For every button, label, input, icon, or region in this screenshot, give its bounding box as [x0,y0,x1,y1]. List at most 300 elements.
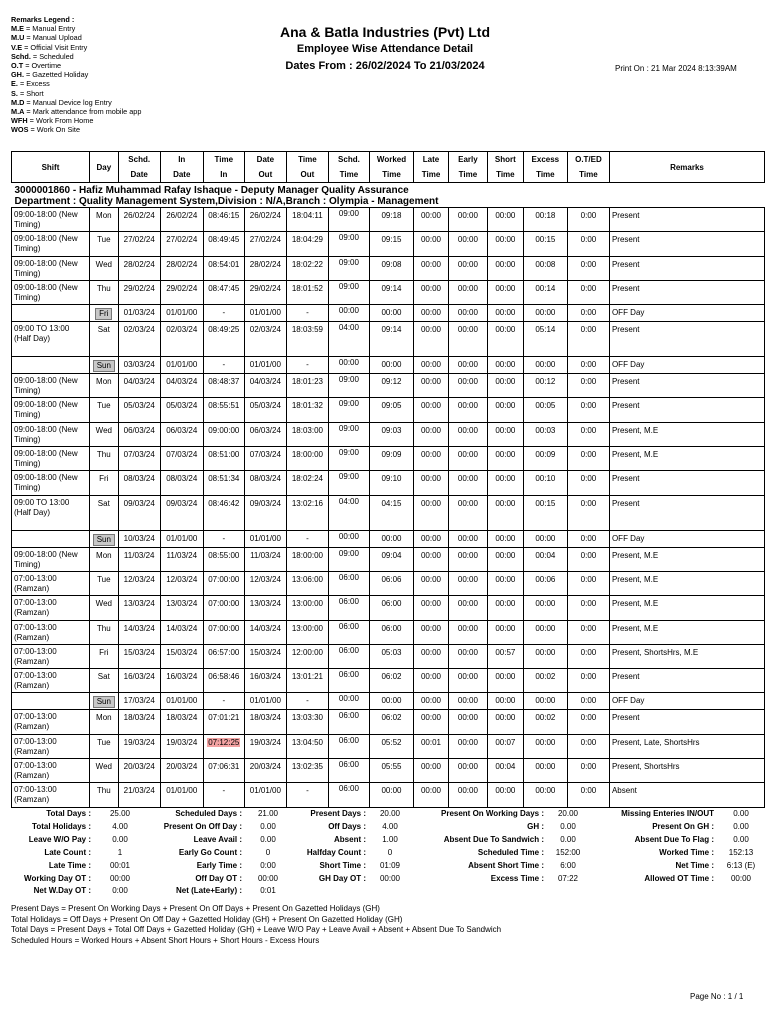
cell-late: 00:00 [414,571,449,595]
legend-key: O.T [11,61,24,71]
cell-schd-date: 01/03/24 [118,305,160,322]
cell-worked: 09:14 [369,280,413,304]
summary-label: Off Day OT : [195,873,242,883]
cell-shift: 09:00-18:00 (New Timing) [12,280,90,304]
day-label: Wed [95,762,112,772]
cell-worked: 06:00 [369,596,413,620]
summary-value: 0.00 [560,821,576,831]
cell-late: 00:00 [414,447,449,471]
cell-shift: 09:00-18:00 (New Timing) [12,398,90,422]
cell-early: 00:00 [448,734,487,758]
column-header-line2: Out [258,170,273,179]
column-header-line1: Shift [41,162,60,172]
legend-item [11,89,141,98]
cell-late: 00:00 [414,280,449,304]
cell-worked: 00:00 [369,783,413,807]
cell-day [89,471,118,495]
cell-worked: 09:10 [369,471,413,495]
summary-label: Present On Off Day : [163,821,242,831]
cell-excess: 00:09 [523,447,567,471]
cell-shift [12,305,90,322]
summary-label: Total Holidays : [32,821,91,831]
cell-schd-time: 06:00 [328,620,369,644]
cell-schd-date: 13/03/24 [118,596,160,620]
summary-label: GH Day OT : [318,873,366,883]
cell-date-out: 09/03/24 [244,495,286,530]
day-label: Thu [96,623,111,633]
cell-day [89,305,118,322]
summary-item [416,874,590,883]
cell-shift: 07:00-13:00 (Ramzan) [12,644,90,668]
legend-key: E. [11,79,18,89]
column-header-line1: Early [458,155,478,164]
cell-schd-time: 09:00 [328,447,369,471]
cell-date-out: 05/03/24 [244,398,286,422]
table-row [12,322,765,357]
cell-late: 00:00 [414,530,449,547]
cell-date-out: 01/01/00 [244,693,286,710]
cell-remarks: Present, M.E [609,447,764,471]
summary-label: Net Time : [675,860,714,870]
legend-desc: = Work From Home [29,116,94,126]
table-row [12,734,765,758]
cell-remarks: Present [609,669,764,693]
summary-item [600,848,764,857]
cell-early: 00:00 [448,710,487,734]
cell-in-date: 11/03/24 [160,547,203,571]
cell-schd-time: 00:00 [328,357,369,374]
cell-early: 00:00 [448,571,487,595]
summary-value: 6:00 [560,860,576,870]
cell-in-date: 01/01/00 [160,530,203,547]
cell-time-in: 08:49:45 [203,232,244,256]
cell-remarks: Present, M.E [609,547,764,571]
cell-early: 00:00 [448,669,487,693]
table-row [12,759,765,783]
cell-day [89,232,118,256]
summary-value: 20.00 [379,809,401,818]
legend-desc: = Excess [19,79,50,89]
summary-item [148,848,292,857]
cell-schd-date: 07/03/24 [118,447,160,471]
cell-day [89,422,118,446]
cell-early: 00:00 [448,398,487,422]
legend-key: M.U [11,33,25,43]
column-header-line2: Time [458,170,478,179]
cell-excess: 00:04 [523,547,567,571]
cell-day [89,571,118,595]
legend-key: GH. [11,70,24,80]
table-row [12,620,765,644]
legend-key: WOS [11,125,29,135]
legend-key: M.E [11,24,24,34]
cell-early: 00:00 [448,547,487,571]
legend-key: WFH [11,116,28,126]
cell-worked: 09:09 [369,447,413,471]
cell-day [89,734,118,758]
cell-shift: 07:00-13:00 (Ramzan) [12,783,90,807]
summary-label: Absent Due To Sandwich : [443,834,544,844]
cell-remarks: OFF Day [609,357,764,374]
summary-value: 00:01 [109,860,131,870]
cell-late: 00:00 [414,693,449,710]
cell-early: 00:00 [448,693,487,710]
summary-label: Absent Due To Flag : [634,834,714,844]
cell-short: 00:00 [487,571,523,595]
summary-label: Absent Short Time : [468,860,544,870]
cell-date-out: 20/03/24 [244,759,286,783]
cell-worked: 09:15 [369,232,413,256]
cell-schd-date: 16/03/24 [118,669,160,693]
cell-time-out: - [286,530,328,547]
cell-worked: 09:18 [369,208,413,232]
summary-value: 00:00 [109,873,131,883]
summary-item [600,835,764,844]
cell-short: 00:00 [487,280,523,304]
cell-in-date: 19/03/24 [160,734,203,758]
summary-value: 00:00 [257,873,279,883]
legend-item [11,116,141,125]
summary-value: 0.00 [560,834,576,844]
table-row [12,530,765,547]
cell-in-date: 15/03/24 [160,644,203,668]
cell-in-date: 29/02/24 [160,280,203,304]
summary-label: Total Days : [46,809,91,818]
cell-day [89,280,118,304]
summary-label: Late Time : [48,860,91,870]
cell-time-in: 09:00:00 [203,422,244,446]
summary-item [148,874,292,883]
cell-short: 00:00 [487,669,523,693]
cell-ot: 0:00 [567,398,609,422]
summary-value: 4.00 [382,821,398,831]
column-header-line2: Time [536,170,555,179]
cell-day [89,783,118,807]
note-line: Present Days = Present On Working Days + Present On Off Days + Present On Gazetted Holidays (GH) [11,904,380,913]
column-header [118,152,160,183]
cell-time-out: 18:04:11 [286,208,328,232]
cell-time-out: 18:01:23 [286,374,328,398]
cell-day [89,208,118,232]
column-header [244,152,286,183]
summary-label: Working Day OT : [24,873,91,883]
column-header-line1: O.T/ED [575,155,602,164]
column-header-line1: Time [298,155,317,164]
cell-time-out: 13:04:50 [286,734,328,758]
cell-early: 00:00 [448,256,487,280]
cell-date-out: 02/03/24 [244,322,286,357]
cell-date-out: 12/03/24 [244,571,286,595]
summary-value: 152:13 [728,847,754,857]
column-header [487,152,523,183]
cell-time-in: - [203,357,244,374]
cell-remarks: Present [609,208,764,232]
summary-value: 152:00 [555,847,581,857]
cell-worked: 09:04 [369,547,413,571]
column-header-line1: In [178,155,186,164]
summary-value: 25.00 [109,809,131,818]
cell-in-date: 20/03/24 [160,759,203,783]
cell-time-out: - [286,693,328,710]
cell-excess: 00:10 [523,471,567,495]
cell-in-date: 27/02/24 [160,232,203,256]
cell-date-out: 01/01/00 [244,530,286,547]
cell-short: 00:00 [487,447,523,471]
cell-remarks: Present, M.E [609,571,764,595]
cell-early: 00:00 [448,759,487,783]
cell-late: 00:00 [414,644,449,668]
summary-item [11,835,144,844]
cell-day [89,596,118,620]
cell-worked: 05:52 [369,734,413,758]
cell-schd-time: 00:00 [328,693,369,710]
cell-time-out: 13:02:35 [286,759,328,783]
cell-short: 00:00 [487,374,523,398]
cell-time-out: 18:00:00 [286,547,328,571]
cell-shift: 07:00-13:00 (Ramzan) [12,596,90,620]
cell-date-out: 13/03/24 [244,596,286,620]
cell-remarks: Present, M.E [609,596,764,620]
column-header [523,152,567,183]
legend-item [11,98,141,107]
cell-early: 00:00 [448,596,487,620]
cell-excess: 00:00 [523,530,567,547]
cell-remarks: Present [609,232,764,256]
cell-date-out: 01/01/00 [244,305,286,322]
cell-remarks: OFF Day [609,530,764,547]
cell-excess: 00:00 [523,783,567,807]
summary-label: Scheduled Time : [477,847,544,857]
cell-remarks: Present [609,256,764,280]
cell-in-date: 26/02/24 [160,208,203,232]
column-header-line1: Worked [376,155,407,164]
table-row [12,495,765,530]
cell-remarks: Present [609,398,764,422]
cell-shift: 07:00-13:00 (Ramzan) [12,571,90,595]
summary-label: Net (Late+Early) : [175,886,242,896]
table-row [12,571,765,595]
cell-late: 00:00 [414,322,449,357]
cell-schd-time: 06:00 [328,759,369,783]
cell-time-out: - [286,305,328,322]
cell-date-out: 07/03/24 [244,447,286,471]
cell-date-out: 28/02/24 [244,256,286,280]
cell-schd-date: 09/03/24 [118,495,160,530]
cell-time-in: 08:46:42 [203,495,244,530]
cell-excess: 00:00 [523,596,567,620]
legend-key: M.D [11,97,25,107]
cell-ot: 0:00 [567,596,609,620]
legend-items [11,24,141,134]
cell-remarks: Present, ShortsHrs, M.E [609,644,764,668]
cell-shift: 07:00-13:00 (Ramzan) [12,759,90,783]
cell-schd-time: 09:00 [328,374,369,398]
cell-worked: 09:12 [369,374,413,398]
day-label: Sat [97,672,110,682]
column-header [567,152,609,183]
column-header-line2: In [220,170,228,179]
summary-value: 0.00 [260,834,276,844]
summary-item [600,861,764,870]
day-label: Mon [96,211,112,220]
cell-worked: 06:06 [369,571,413,595]
cell-schd-date: 18/03/24 [118,710,160,734]
cell-time-in: 07:00:00 [203,571,244,595]
day-off-badge: Sun [93,360,115,372]
summary-item [11,874,144,883]
cell-shift: 09:00-18:00 (New Timing) [12,547,90,571]
table-row [12,669,765,693]
summary-value: 1.00 [382,834,398,844]
cell-remarks: Present, ShortsHrs [609,759,764,783]
summary-value: 0 [265,847,271,857]
column-header-line1: Excess [531,155,560,164]
cell-time-out: 18:02:24 [286,471,328,495]
cell-late: 00:00 [414,305,449,322]
cell-late: 00:00 [414,357,449,374]
cell-short: 00:00 [487,693,523,710]
cell-late: 00:00 [414,710,449,734]
cell-late: 00:00 [414,471,449,495]
cell-early: 00:00 [448,322,487,357]
column-header [89,152,118,183]
cell-date-out: 08/03/24 [244,471,286,495]
cell-date-out: 27/02/24 [244,232,286,256]
summary-item [11,848,144,857]
cell-time-out: 18:01:32 [286,398,328,422]
cell-shift: 07:00-13:00 (Ramzan) [12,710,90,734]
day-label: Tue [97,574,111,584]
cell-excess: 00:00 [523,644,567,668]
summary-label: Present Days : [310,809,366,818]
cell-early: 00:00 [448,208,487,232]
cell-in-date: 05/03/24 [160,398,203,422]
day-label: Mon [96,377,112,387]
cell-worked: 05:03 [369,644,413,668]
cell-time-out: 18:03:59 [286,322,328,357]
summary-item [296,822,412,831]
table-row [12,471,765,495]
legend-desc: = Manual Entry [26,24,76,34]
cell-date-out: 29/02/24 [244,280,286,304]
cell-late: 00:00 [414,232,449,256]
column-header [203,152,244,183]
cell-schd-time: 09:00 [328,398,369,422]
cell-schd-time: 06:00 [328,734,369,758]
cell-early: 00:00 [448,783,487,807]
cell-schd-date: 11/03/24 [118,547,160,571]
summary-item [416,809,590,818]
legend-key: M.A [11,107,25,117]
summary-value: 1 [117,847,123,857]
legend-desc: = Mark attendance from mobile app [26,107,142,117]
cell-short: 00:00 [487,783,523,807]
cell-shift: 09:00-18:00 (New Timing) [12,256,90,280]
cell-day [89,759,118,783]
legend-key: S. [11,88,18,98]
cell-schd-time: 09:00 [328,232,369,256]
cell-time-in: - [203,693,244,710]
cell-excess: 00:00 [523,693,567,710]
cell-late: 00:00 [414,783,449,807]
cell-day [89,669,118,693]
cell-schd-date: 15/03/24 [118,644,160,668]
cell-time-in: 06:58:46 [203,669,244,693]
day-label: Tue [97,737,111,747]
summary-label: Leave W/O Pay : [28,834,91,844]
cell-late: 00:00 [414,495,449,530]
cell-schd-time: 09:00 [328,547,369,571]
cell-schd-date: 27/02/24 [118,232,160,256]
cell-worked: 06:02 [369,710,413,734]
cell-worked: 09:03 [369,422,413,446]
legend-desc: = Manual Device log Entry [26,97,112,107]
cell-in-date: 08/03/24 [160,471,203,495]
cell-day [89,374,118,398]
summary-item [148,861,292,870]
legend-desc: = Work On Site [30,125,81,135]
cell-time-out: 18:02:22 [286,256,328,280]
summary-item [416,861,590,870]
summary-label: Worked Time : [659,847,714,857]
day-label: Wed [95,259,112,269]
cell-excess: 00:00 [523,759,567,783]
summary-value: 00:00 [379,873,401,883]
cell-short: 00:00 [487,596,523,620]
cell-date-out: 16/03/24 [244,669,286,693]
cell-time-out: 18:04:29 [286,232,328,256]
column-header [12,152,90,183]
summary-label: Leave Avail : [193,834,242,844]
summary-label: Late Count : [44,847,91,857]
cell-schd-time: 06:00 [328,644,369,668]
day-label: Fri [99,647,109,657]
day-label: Mon [96,550,112,560]
summary-label: Short Time : [319,860,366,870]
summary-label: Present On GH : [652,821,714,831]
legend-key: Schd. [11,51,31,61]
column-header-line1: Late [422,155,440,164]
cell-short: 00:07 [487,734,523,758]
column-header-line1: Time [214,155,234,164]
cell-schd-time: 04:00 [328,322,369,357]
cell-excess: 00:18 [523,208,567,232]
cell-remarks: Present [609,471,764,495]
cell-excess: 00:05 [523,398,567,422]
table-row [12,232,765,256]
cell-time-in: 07:00:00 [203,596,244,620]
cell-short: 00:57 [487,644,523,668]
summary-item [600,809,764,818]
cell-worked: 09:05 [369,398,413,422]
cell-late: 00:00 [414,596,449,620]
cell-worked: 05:55 [369,759,413,783]
column-header-line2: Date [173,170,191,179]
cell-ot: 0:00 [567,693,609,710]
cell-early: 00:00 [448,422,487,446]
page-number: Page No : 1 / 1 [690,992,744,1001]
summary-value: 0.00 [733,809,749,818]
cell-time-in: 08:46:15 [203,208,244,232]
summary-value: 21.00 [257,809,279,818]
cell-late: 00:00 [414,620,449,644]
column-header-line1: Short [494,155,516,164]
cell-schd-time: 00:00 [328,305,369,322]
cell-shift: 07:00-13:00 (Ramzan) [12,669,90,693]
summary-item [416,835,590,844]
day-label: Sat [97,498,110,508]
legend-item [11,24,141,33]
